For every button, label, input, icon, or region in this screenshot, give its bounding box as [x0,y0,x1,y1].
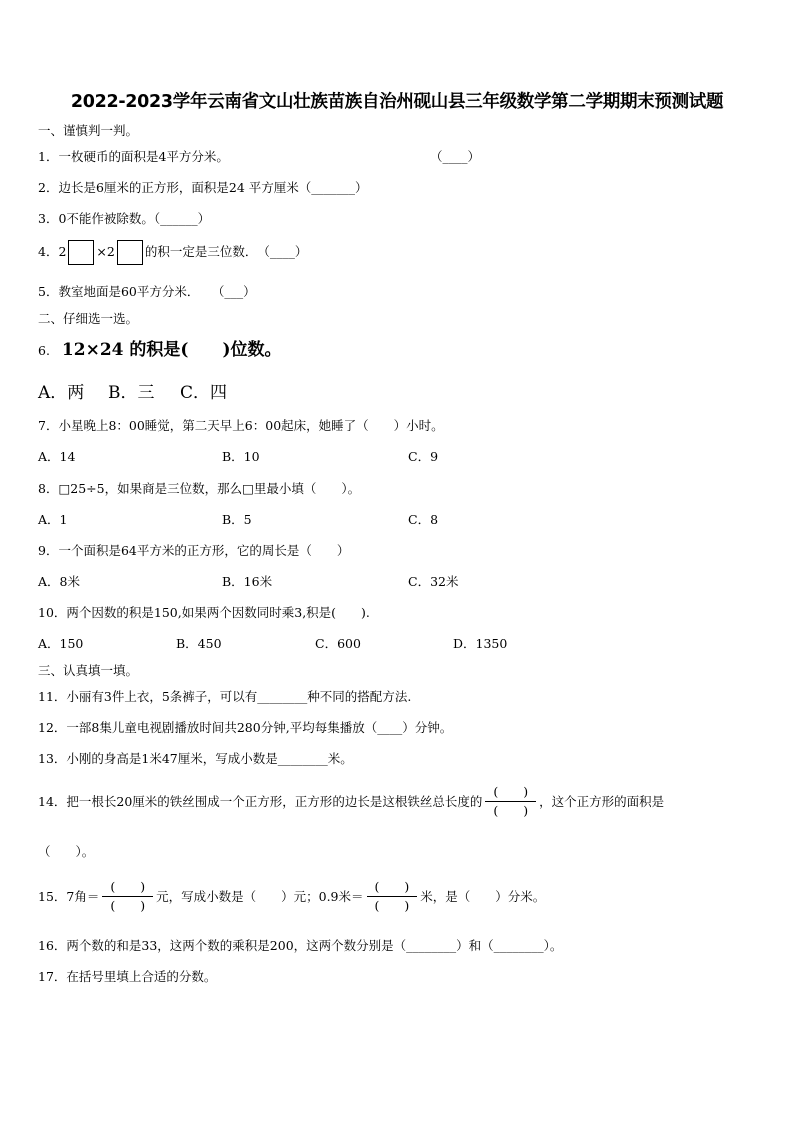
question-14-line2: （ ）。 [38,844,95,859]
fraction-denominator: ( ) [374,897,410,913]
option-a: A．14 [38,449,76,464]
fraction-numerator: ( ) [102,879,153,897]
question-1-blank: （____） [430,149,481,164]
fraction-denominator: ( ) [493,802,529,818]
option-c: C．8 [408,512,439,527]
option-c: C．32米 [408,574,459,589]
question-11: 11．小丽有3件上衣，5条裤子，可以有________种不同的搭配方法. [38,689,412,704]
option-c: C．9 [408,449,439,464]
option-b: B．5 [222,512,252,527]
option-b: B．三 [108,383,155,403]
question-13: 13．小刚的身高是1米47厘米，写成小数是________米。 [38,751,353,766]
option-b: B．10 [222,449,260,464]
option-a: A．两 [38,383,85,403]
option-c: C．600 [315,636,361,651]
question-4 [38,239,307,265]
fraction-denominator: ( ) [110,897,146,913]
question-6-text: 12×24 的积是( )位数。 [61,340,282,360]
question-15-post: 米，是（ ）分米。 [420,889,546,904]
fraction [102,879,153,914]
question-8: 8．□25÷5，如果商是三位数，那么□里最小填（ ）。 [38,481,361,496]
question-14-text: 14．把一根长20厘米的铁丝围成一个正方形，正方形的边长是这根铁丝总长度的 [38,794,483,809]
question-3: 3．0不能作被除数。（______） [38,211,211,226]
option-a: A．150 [38,636,84,651]
section-heading-choose: 二、仔细选一选。 [38,311,139,326]
question-1: 1．一枚硬币的面积是4平方分米。 [38,149,229,164]
question-15-pre: 15．7角＝ [38,889,100,904]
question-7: 7．小星晚上8：00睡觉，第二天早上6：00起床，她睡了（ ）小时。 [38,418,444,433]
question-14-after: ，这个正方形的面积是 [539,794,665,809]
question-6 [38,335,282,360]
question-6-number: 6. [38,343,50,358]
question-4-prefix: 4．2 [38,244,67,259]
digit-box [117,240,143,265]
digit-box [68,240,94,265]
fraction [367,879,418,914]
fraction-numerator: ( ) [485,784,536,802]
question-17: 17．在括号里填上合适的分数。 [38,969,217,984]
option-d: D．1350 [453,636,508,651]
question-4-times: ×2 [96,244,115,259]
question-16: 16．两个数的和是33，这两个数的乘积是200，这两个数分别是（________）和（________）。 [38,938,563,953]
option-a: A．1 [38,512,68,527]
page-title: 2022-2023学年云南省文山壮族苗族自治州砚山县三年级数学第二学期期末预测试题 [70,92,724,112]
option-b: B．450 [176,636,222,651]
option-c: C．四 [180,383,228,403]
question-14 [38,781,664,821]
section-heading-judge: 一、谨慎判一判。 [38,123,139,138]
option-a: A．8米 [38,574,80,589]
question-2: 2．边长是6厘米的正方形，面积是24 平方厘米（_______） [38,180,368,195]
question-15 [38,876,545,916]
question-15-mid: 元，写成小数是（ ）元；0.9米＝ [156,889,364,904]
question-9: 9．一个面积是64平方米的正方形，它的周长是（ ） [38,543,350,558]
section-heading-fill: 三、认真填一填。 [38,663,139,678]
option-b: B．16米 [222,574,273,589]
fraction [485,784,536,819]
fraction-numerator: ( ) [367,879,418,897]
question-12: 12．一部8集儿童电视剧播放时间共280分钟,平均每集播放（____）分钟。 [38,720,453,735]
question-4-rest: 的积一定是三位数． （____） [144,244,308,259]
question-5: 5．教室地面是60平方分米． （___） [38,284,256,299]
question-10: 10．两个因数的积是150,如果两个因数同时乘3,积是( ). [38,605,370,620]
